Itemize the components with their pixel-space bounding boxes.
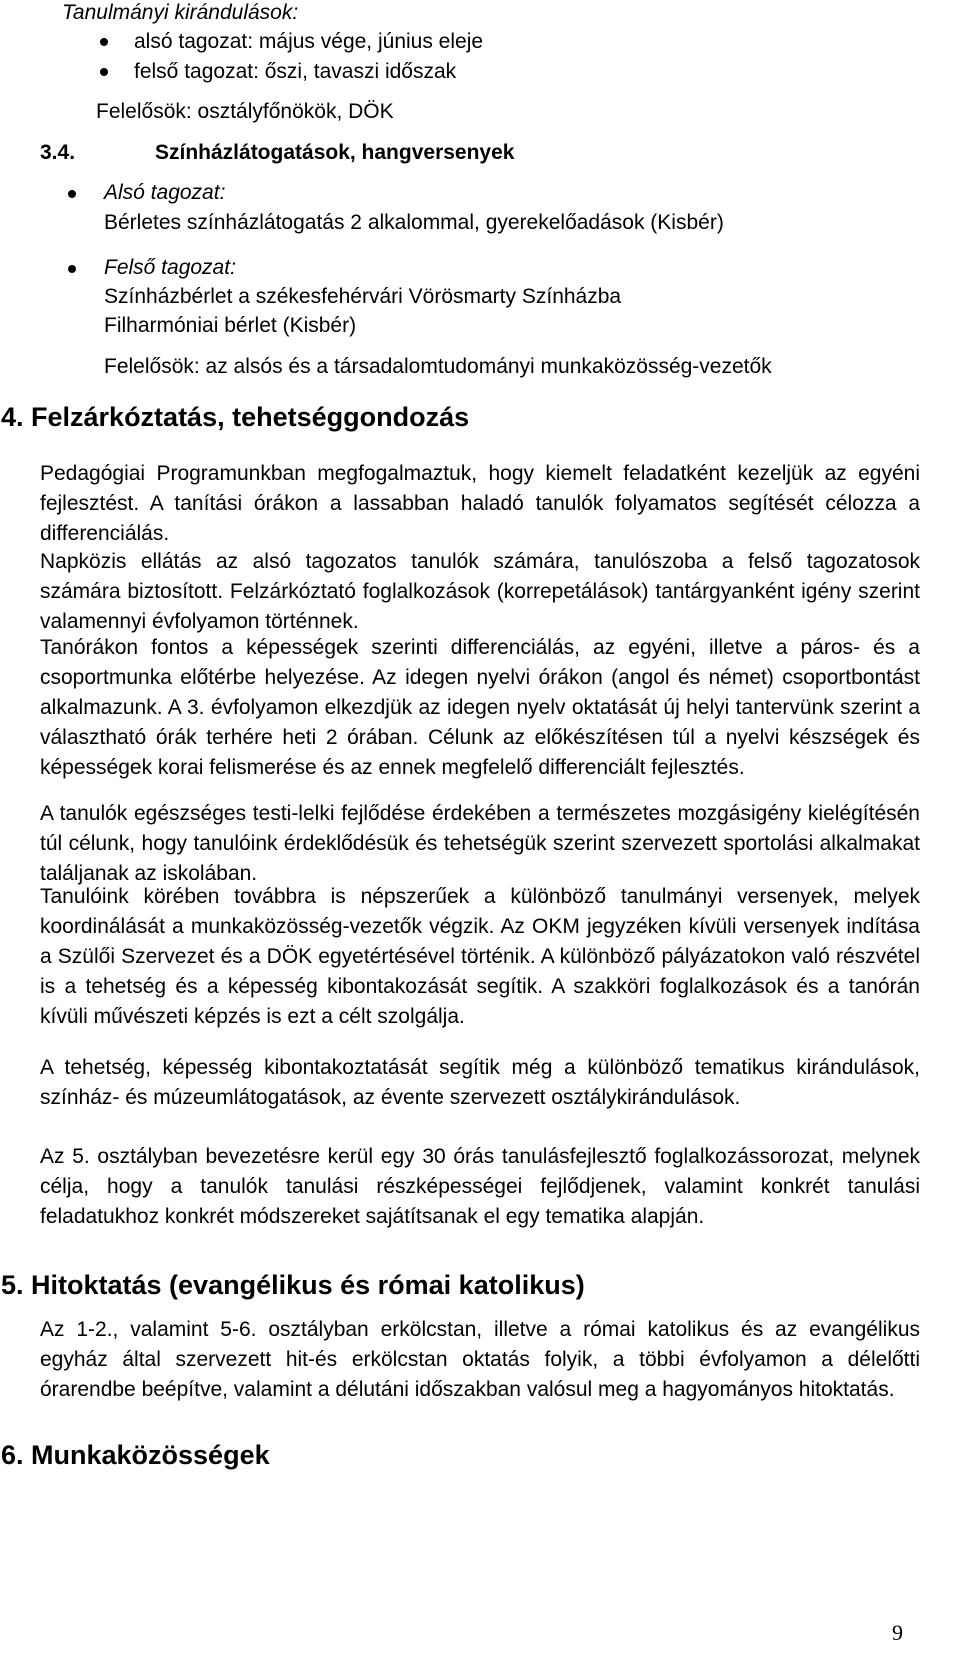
upper-grade-label: Felső tagozat: bbox=[104, 256, 236, 279]
section-4-paragraph: Napközis ellátás az alsó tagozatos tanulók számára, tanulószoba a felső tagozatosok számára biztosított. Felzárkóztató foglalkozások (korrepetálások) tantárgyanként igény szerint valamennyi évfolyamon történnek. bbox=[40, 550, 920, 633]
trips-item-upper: felső tagozat: őszi, tavaszi időszak bbox=[134, 60, 457, 83]
bullet-icon bbox=[68, 190, 76, 198]
section-3-4-responsible: Felelősök: az alsós és a társadalomtudományi munkaközösség-vezetők bbox=[104, 355, 772, 378]
section-4-paragraph: Az 5. osztályban bevezetésre kerül egy 30 órás tanulásfejlesztő foglalkozássorozat, melynek célja, hogy a tanulók tanulási részképességei fejlődjenek, valamint konkrét tanulási feladatukhoz konkrét módszereket sajátítsanak el egy tematika alapján. bbox=[40, 1145, 920, 1228]
section-4-paragraph: Tanulóink körében továbbra is népszerűek a különböző tanulmányi versenyek, melyek koordinálását a munkaközösség-vezetők végzik. Az OKM jegyzéken kívüli versenyek indítása a Szülői Szervezet és a DÖK egyetértésével történik. A különböző pályázatokon való részvétel is a tehetség és a képesség kibontakozását segítik. A szakköri foglalkozások és a tanórán kívüli művészeti képzés is ezt a célt szolgálja. bbox=[40, 885, 920, 1028]
lower-grade-label: Alsó tagozat: bbox=[104, 181, 226, 204]
section-5-heading: 5. Hitoktatás (evangélikus és római katolikus) bbox=[1, 1270, 585, 1300]
upper-grade-line1: Színházbérlet a székesfehérvári Vörösmarty Színházba bbox=[104, 285, 622, 308]
trips-responsible: Felelősök: osztályfőnökök, DÖK bbox=[96, 100, 394, 123]
lower-grade-text: Bérletes színházlátogatás 2 alkalommal, gyerekelőadások (Kisbér) bbox=[104, 211, 724, 234]
upper-grade-line2: Filharmóniai bérlet (Kisbér) bbox=[104, 314, 357, 337]
section-6-heading: 6. Munkaközösségek bbox=[1, 1440, 270, 1470]
trips-title: Tanulmányi kirándulások: bbox=[62, 1, 299, 24]
section-4-paragraph: Tanórákon fontos a képességek szerinti differenciálás, az egyéni, illetve a páros- és a csoportmunka előtérbe helyezése. Az idegen nyelvi órákon (angol és német) csoportbontást alkalmazunk. A 3. évfolyamon elkezdjük az idegen nyelv oktatását új helyi tantervünk szerint a választható órák terhére heti 2 órában. Célunk az előkészítésen túl a nyelvi készségek és képességek korai felismerése és az ennek megfelelő differenciált fejlesztés. bbox=[40, 636, 920, 779]
section-5-paragraph: Az 1-2., valamint 5-6. osztályban erkölcstan, illetve a római katolikus és az evangélikus egyház által szervezett hit-és erkölcstan oktatás folyik, a többi évfolyamon a délelőtti órarendbe beépítve, valamint a délutáni időszakban valósul meg a hagyományos hitoktatás. bbox=[40, 1318, 920, 1401]
trips-item-lower: alsó tagozat: május vége, június eleje bbox=[134, 30, 484, 53]
section-4-paragraph: A tehetség, képesség kibontakoztatását segítik még a különböző tematikus kirándulások, színház- és múzeumlátogatások, az évente szervezett osztálykirándulások. bbox=[40, 1056, 920, 1109]
section-3-4-number: 3.4. bbox=[40, 141, 76, 164]
bullet-icon bbox=[100, 68, 108, 76]
section-4-paragraph: Pedagógiai Programunkban megfogalmaztuk, hogy kiemelt feladatként kezeljük az egyéni fejlesztést. A tanítási órákon a lassabban haladó tanulók folyamatos segítését célozza a differenciálás. bbox=[40, 462, 920, 545]
bullet-icon bbox=[68, 265, 76, 273]
page-number: 9 bbox=[892, 1620, 903, 1645]
section-4-paragraph: A tanulók egészséges testi-lelki fejlődése érdekében a természetes mozgásigény kielégítésén túl célunk, hogy tanulóink érdeklődésük és tehetségük szerint szervezett sportolási alkalmakat találjanak az iskolában. bbox=[40, 802, 920, 885]
section-4-heading: 4. Felzárkóztatás, tehetséggondozás bbox=[1, 402, 470, 432]
section-3-4-title: Színházlátogatások, hangversenyek bbox=[155, 141, 515, 164]
bullet-icon bbox=[100, 38, 108, 46]
